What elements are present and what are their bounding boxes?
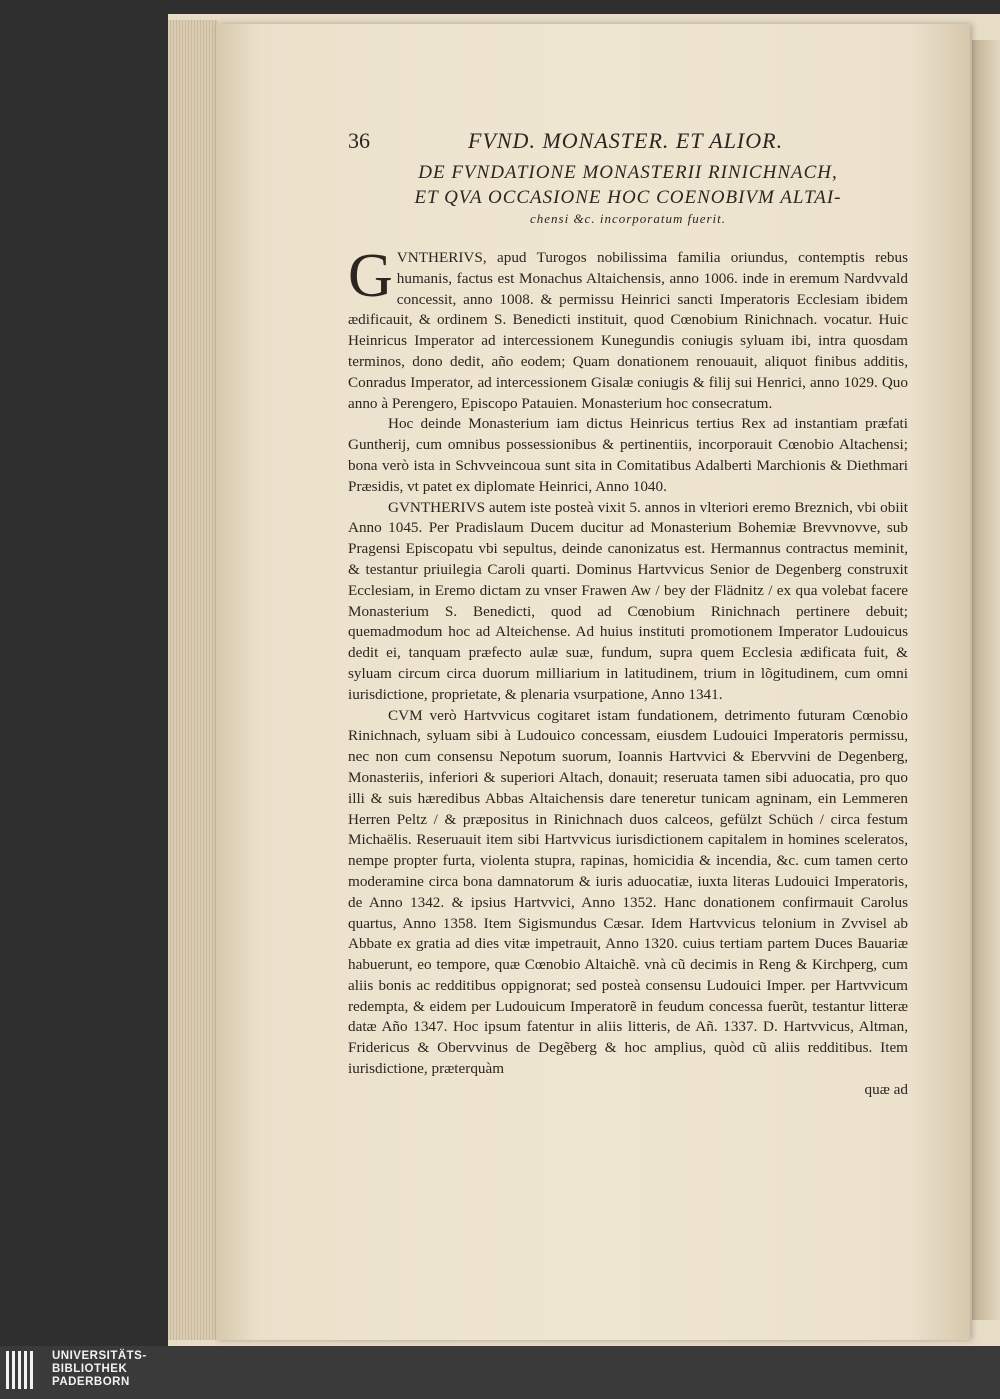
running-head xyxy=(348,128,908,154)
library-logo xyxy=(6,1350,147,1389)
page-number: 36 xyxy=(348,128,370,153)
paragraph-1 xyxy=(348,242,908,414)
paragraph-2: Hoc deinde Monasterium iam dictus Heinricus tertius Rex ad instantiam præfati Guntherij, cum omnibus possessionibus & pertinentiis, incorporauit Cœnobio Altachensi; bona verò ista in Schvveincoua sunt sita in Comitatibus Adalberti Marchionis & Diethmari Præsidis, vt patet ex diplomate Heinrici, Anno 1040. xyxy=(348,415,908,495)
chapter-title xyxy=(348,160,908,228)
body-text xyxy=(348,242,908,1101)
title-line-1: DE FVNDATIONE MONASTERII RINICHNACH, xyxy=(418,162,838,183)
logo-line-3: PADERBORN xyxy=(52,1376,130,1388)
logo-line-1: UNIVERSITÄTS- xyxy=(52,1350,147,1362)
running-head-title: FVND. MONASTER. ET ALIOR. xyxy=(468,128,784,153)
logo-line-2: BIBLIOTHEK xyxy=(52,1363,128,1375)
title-line-3: chensi &c. incorporatum fuerit. xyxy=(529,211,726,226)
drop-cap: G xyxy=(348,242,393,310)
footer-bar xyxy=(0,1346,1000,1399)
facing-page-edge xyxy=(972,40,1000,1320)
paragraph-4: CVM verò Hartvvicus cogitaret istam fundationem, detrimento futuram Cœnobio Rinichnach, syluam sibi à Ludouico concessam, eiusdem Ludouici Imperatoris permissu, nec non cum consensu Nepotum suorum, Ioannis Hartvvici & Ebervvini de Degenberg, Monasteriis, inferiori & superiori Altach, donauit; reseruata tamen sibi aduocatia, pro quo illi & suis hæredibus Abbas Altaichensis dare teneretur tunicam agninam, ein Lemmeren Herren Peltz / & præpositus in Rinichnach duos calceos, gefülzt Schüch / circa festum Michaëlis. Reseruauit item sibi Hartvvicus iurisdictionem capitalem in homines sceleratos, nempe propter furta, violenta stupra, rapinas, homicidia & incendia, &c. cum tamen certo moderamine circa bona damnatorum & iuris aduocatiæ, iuxta literas Ludouici Imperatoris, de Anno 1342. & ipsius Hartvvici, Anno 1352. Hanc donationem confirmauit Carolus quartus, Anno 1358. Item Sigismundus Cæsar. Idem Hartvvicus telonium in Zvvisel ab Abbate ex gratia ad dies vitæ impetrauit, Anno 1320. cuius tertiam partem Duces Bauariæ habuerunt, eo tempore, quæ Cœnobio Altaichẽ. vnà cũ decimis in Reng & Kirchperg, cum aliis bonis ac redditibus oppignorat; sed posteà consensu Ludouici Imper. per Hartvvicum redempta, & eidem per Ludouicum Imperatorẽ in feudum concessa fuerũt, testantur litteræ datæ Año 1347. Hoc ipsum fatentur in aliis litteris, de Añ. 1337. D. Hartvvicus, Altman, Fridericus & Obervvinus de Degẽberg & hoc amplius, quòd cũ aliis redditibus. Item iurisdictione, præterquàm xyxy=(348,706,908,1078)
paragraph-1-text: VNTHERIVS, apud Turogos nobilissima familia oriundus, contemptis rebus humanis, factus est Monachus Altaichensis, anno 1006. inde in eremum Nardvvald concessit, anno 1008. & permissu Heinrici sancti Imperatoris Ecclesiam ibidem ædificauit, & ordinem S. Benedicti instituit, quod Cœnobium Rinichnach. vocatur. Huic Heinricus Imperator ad intercessionem Kunegundis coniugis syluam ibi, intra quosdam terminos, dono dedit, año eodem; Quam donationem renouauit, aliquot finibus additis, Conradus Imperator, ad intercessionem Gisalæ coniugis & filij sui Henrici, anno 1029. Quo anno à Perengero, Episcopo Patauien. Monasterium hoc consecratum. xyxy=(348,249,908,412)
library-logo-icon xyxy=(6,1351,38,1389)
title-line-2: ET QVA OCCASIONE HOC COENOBIVM ALTAI- xyxy=(414,187,842,208)
library-logo-text xyxy=(52,1350,147,1389)
paragraph-3: GVNTHERIVS autem iste posteà vixit 5. annos in vlteriori eremo Breznich, vbi obiit Anno 1045. Per Pradislaum Ducem ducitur ad Monasterium Bohemiæ Brevvnovve, sub Pragensi Episcopatu vbi sepultus, deinde canonizatus est. Hermannus contractus meminit, & testantur priuilegia Caroli quarti. Dominus Hartvvicus Senior de Degenberg construxit Ecclesiam, in Eremo dictam zu vnser Frawen Aw / bey der Flädnitz / ex qua volebat facere Monasterium S. Benedicti, quod ad Cœnobium Rinichnach pertinere debuit; quemadmodum hoc ad Alteichense. Ad huius instituti promotionem Imperator Ludouicus dedit ei, tanquam præfecto aulæ suæ, fundum, supra quem Ecclesia ædificata fuit, & syluam circum circa duorum milliarium in latitudinem, trium in lõgitudinem, cum omni iurisdictione, proprietate, & plenaria vsurpatione, Anno 1341. xyxy=(348,498,908,703)
page-content xyxy=(348,128,908,1101)
catchword: quæ ad xyxy=(864,1080,908,1098)
page-edges xyxy=(168,20,218,1340)
